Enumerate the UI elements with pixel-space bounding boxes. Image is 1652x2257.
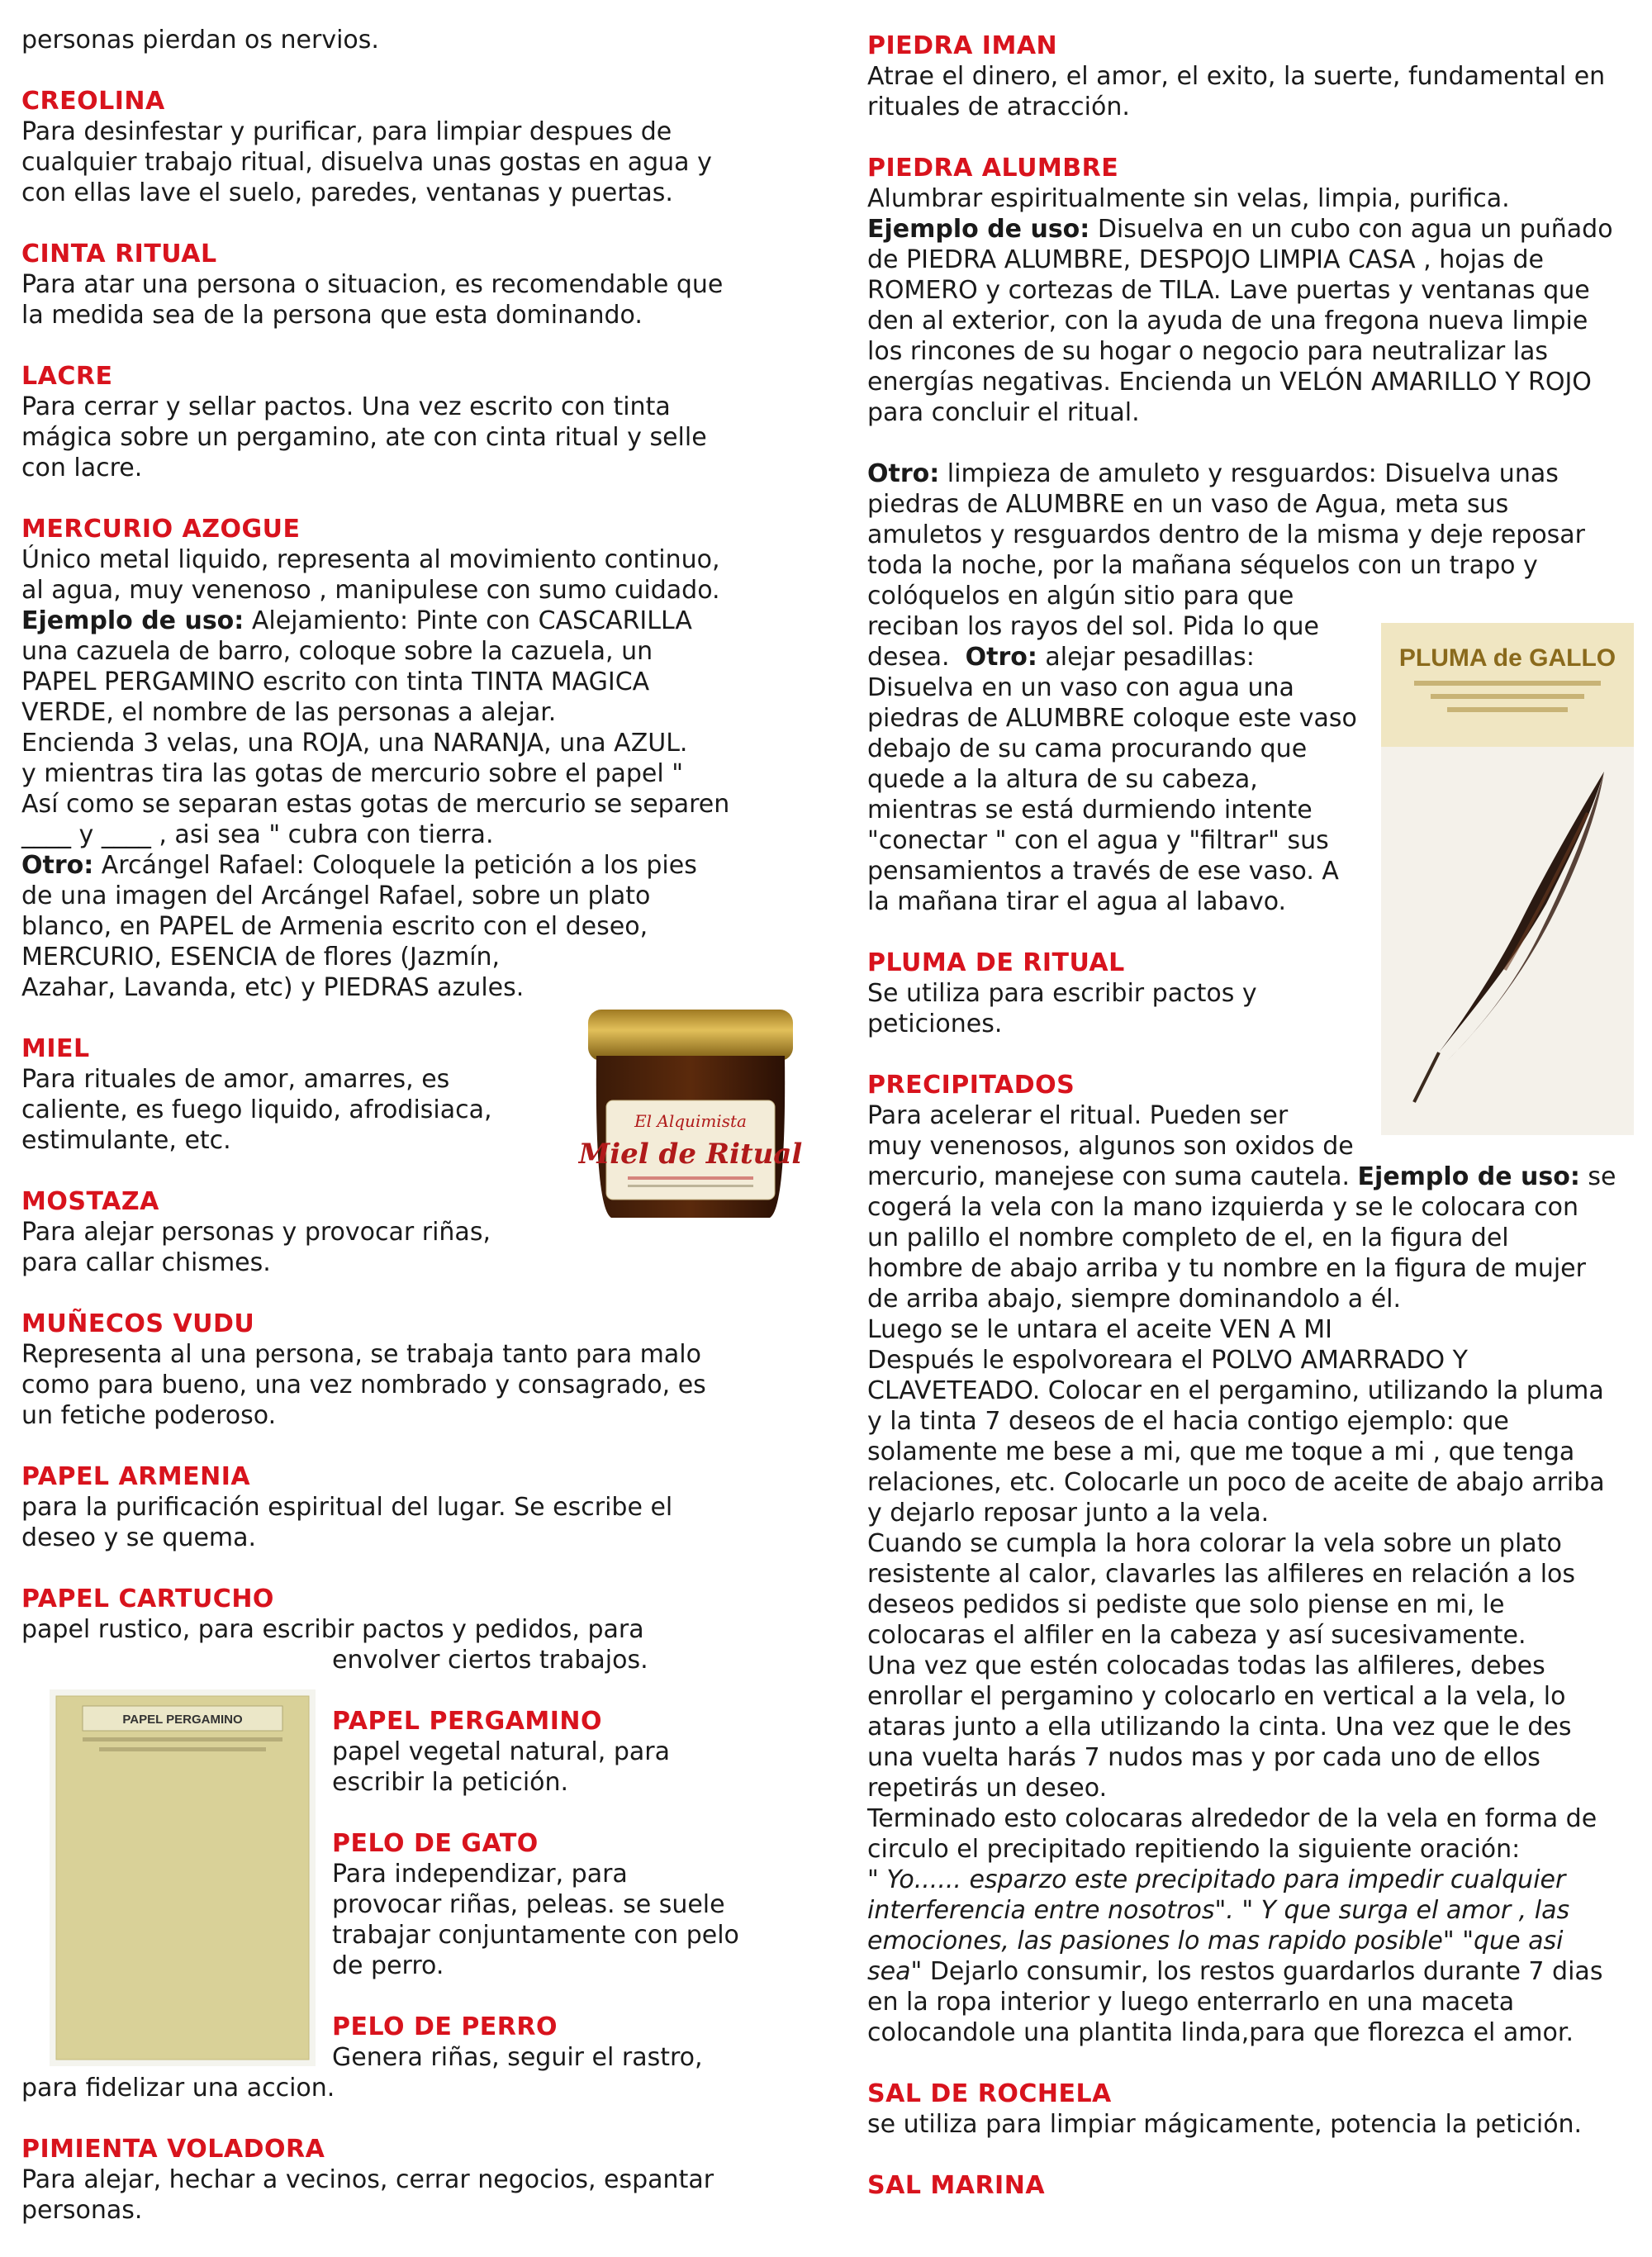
pergamino-line: escribir la petición.	[332, 1768, 569, 1797]
pluma-line: peticiones.	[867, 1010, 1003, 1038]
precipitados-line: cogerá la vela con la mano izquierda y se le colocara con	[867, 1193, 1578, 1222]
example-label: Ejemplo de uso:	[1357, 1162, 1580, 1191]
miel-title: MIEL	[21, 1034, 90, 1063]
pimienta-title: PIMIENTA VOLADORA	[21, 2135, 325, 2164]
mercurio-other-line	[21, 850, 765, 881]
desea-text: desea.	[867, 643, 950, 672]
cartucho-line: papel rustico, para escribir pactos y pedidos, para	[21, 1615, 644, 1644]
alumbre-line: Alumbrar espiritualmente sin velas, limpia, purifica.	[867, 184, 1510, 213]
precipitados-line: y la tinta 7 deseos de el hacia contigo ejemplo: que	[867, 1407, 1509, 1436]
gato-line: de perro.	[332, 1951, 444, 1980]
alumbre-line: los rincones de su hogar o negocio para neutralizar las	[867, 337, 1549, 366]
pluma-title: PLUMA DE RITUAL	[867, 948, 1125, 977]
pimienta-line: Para alejar, hechar a vecinos, cerrar negocios, espantar	[21, 2165, 714, 2194]
lacre-line: Para cerrar y sellar pactos. Una vez escrito con tinta	[21, 392, 671, 421]
mercurio-line: Así como se separan estas gotas de mercurio se separen	[21, 790, 730, 819]
miel-line: Para rituales de amor, amarres, es	[21, 1065, 450, 1094]
cinta-line: Para atar una persona o situacion, es recomendable que	[21, 270, 724, 299]
lacre-title: LACRE	[21, 362, 113, 391]
alumbre-line: energías negativas. Encienda un VELÓN AMARILLO Y ROJO	[867, 368, 1592, 397]
mercurio-line: ____ y ____ , asi sea " cubra con tierra.	[21, 820, 494, 849]
other-label: Otro:	[21, 851, 94, 880]
mercurio-line: al agua, muy venenoso , manipulese con sumo cuidado.	[21, 576, 720, 605]
munecos-line: como para bueno, una vez nombrado y consagrado, es	[21, 1371, 706, 1399]
precipitados-line: de arriba abajo, siempre dominandolo a él.	[867, 1285, 1402, 1314]
precipitados-text: Dejarlo consumir, los restos guardarlos durante 7 dias	[922, 1957, 1603, 1986]
munecos-line: Representa al una persona, se trabaja tanto para malo	[21, 1340, 701, 1369]
alumbre-line: toda la noche, por la mañana séquelos con un trapo y	[867, 551, 1538, 580]
perro-title: PELO DE PERRO	[332, 2012, 558, 2041]
precipitados-line: solamente me bese a mi, que me toque a mi , que tenga	[867, 1437, 1575, 1466]
miel-line: caliente, es fuego liquido, afrodisiaca,	[21, 1095, 492, 1124]
alumbre-line: colóquelos en algún sitio para que	[867, 582, 1294, 611]
armenia-title: PAPEL ARMENIA	[21, 1462, 251, 1491]
rochela-line: se utiliza para limpiar mágicamente, potencia la petición.	[867, 2110, 1583, 2139]
lacre-line: mágica sobre un pergamino, ate con cinta ritual y selle	[21, 423, 707, 452]
precipitados-line: Después le espolvoreara el POLVO AMARRADO Y	[867, 1346, 1468, 1375]
armenia-line: para la purificación espiritual del lugar. Se escribe el	[21, 1493, 673, 1522]
alumbre-line: piedras de ALUMBRE en un vaso de Agua, meta sus	[867, 490, 1509, 519]
precipitados-line: colocaras el alfiler en la cabeza y así sucesivamente.	[867, 1621, 1526, 1650]
example-text: Alejamiento: Pinte con CASCARILLA	[244, 606, 692, 635]
prayer-line: " Yo...... esparzo este precipitado para impedir cualquier	[867, 1865, 1566, 1894]
creolina-title: CREOLINA	[21, 87, 165, 116]
gato-line: Para independizar, para	[332, 1860, 628, 1889]
pergamino-line: papel vegetal natural, para	[332, 1737, 670, 1766]
precipitados-line: muy venenosos, algunos son oxidos de	[867, 1132, 1354, 1161]
pergamino-title: PAPEL PERGAMINO	[332, 1707, 603, 1736]
lacre-line: con lacre.	[21, 454, 143, 482]
cinta-line: la medida sea de la persona que esta dominando.	[21, 301, 643, 330]
rochela-title: SAL DE ROCHELA	[867, 2079, 1112, 2108]
example-label: Ejemplo de uso:	[21, 606, 244, 635]
intro-text: personas pierdan os nervios.	[21, 26, 379, 55]
precipitados-line: colocandole una plantita linda,para que florezca el amor.	[867, 2018, 1574, 2047]
other-label: Otro:	[965, 643, 1037, 672]
mercurio-line: y mientras tira las gotas de mercurio sobre el papel "	[21, 759, 683, 788]
alumbre-example-line	[867, 214, 1629, 245]
alumbre-other-line	[867, 459, 1629, 489]
precipitados-line: y dejarlo reposar junto a la vela.	[867, 1499, 1270, 1528]
alumbre-line: piedras de ALUMBRE coloque este vaso	[867, 704, 1357, 733]
mercurio-line: Único metal liquido, representa al movimiento continuo,	[21, 545, 720, 574]
alumbre-line: debajo de su cama procurando que	[867, 734, 1308, 763]
precipitados-example-line	[867, 1162, 1629, 1192]
jar-brand: El Alquimista	[634, 1111, 747, 1131]
iman-line: rituales de atracción.	[867, 93, 1130, 121]
cartucho-line: envolver ciertos trabajos.	[332, 1646, 648, 1675]
parchment-image	[50, 1689, 316, 2066]
perro-line: para fidelizar una accion.	[21, 2074, 335, 2103]
precipitados-line: Una vez que estén colocadas todas las alfileres, debes	[867, 1651, 1545, 1680]
precipitados-line: Para acelerar el ritual. Pueden ser	[867, 1101, 1289, 1130]
alumbre-line: pensamientos a través de ese vaso. A	[867, 857, 1339, 886]
alumbre-line: quede a la altura de su cabeza,	[867, 765, 1258, 794]
precipitados-line: CLAVETEADO. Colocar en el pergamino, utilizando la pluma	[867, 1376, 1604, 1405]
precipitados-line: ataras junto a ella utilizando la cinta. Una vez que le des	[867, 1713, 1572, 1741]
alumbre-line: ROMERO y cortezas de TILA. Lave puertas y ventanas que	[867, 276, 1590, 305]
precipitados-line: Cuando se cumpla la hora colorar la vela sobre un plato	[867, 1529, 1562, 1558]
mostaza-line: para callar chismes.	[21, 1248, 271, 1277]
precipitados-title: PRECIPITADOS	[867, 1071, 1075, 1100]
feather-image	[1381, 623, 1634, 1135]
sheet-label: PAPEL PERGAMINO	[122, 1713, 243, 1727]
prayer-end: sea"	[867, 1957, 923, 1986]
creolina-line: cualquier trabajo ritual, disuelva unas gostas en agua y	[21, 148, 712, 177]
example-text: Disuelva en un cubo con agua un puñado	[1089, 215, 1613, 244]
perro-line: Genera riñas, seguir el rastro,	[332, 2043, 703, 2072]
iman-line: Atrae el dinero, el amor, el exito, la suerte, fundamental en	[867, 62, 1606, 91]
alumbre-line: mientras se está durmiendo intente	[867, 796, 1313, 824]
precipitados-line: Luego se le untara el aceite VEN A MI	[867, 1315, 1332, 1344]
precipitados-line: Terminado esto colocaras alrededor de la vela en forma de	[867, 1804, 1597, 1833]
sal-marina-title: SAL MARINA	[867, 2171, 1046, 2200]
mercurio-line: Azahar, Lavanda, etc) y PIEDRAS azules.	[21, 973, 525, 1002]
precipitados-line: hombre de abajo arriba y tu nombre en la figura de mujer	[867, 1254, 1586, 1283]
armenia-line: deseo y se quema.	[21, 1523, 257, 1552]
prayer-line: emociones, las pasiones lo mas rapido posible" "que asi	[867, 1927, 1564, 1955]
precipitados-line: una vuelta harás 7 nudos mas y por cada uno de ellos	[867, 1743, 1540, 1772]
alumbre-line: de PIEDRA ALUMBRE, DESPOJO LIMPIA CASA , hojas de	[867, 245, 1544, 274]
munecos-title: MUÑECOS VUDU	[21, 1309, 255, 1338]
mercurio-line: VERDE, el nombre de las personas a alejar.	[21, 698, 557, 727]
other-text: limpieza de amuleto y resguardos: Disuelva unas	[939, 459, 1559, 488]
mercurio-line: una cazuela de barro, coloque sobre la cazuela, un	[21, 637, 653, 666]
precipitados-line: enrollar el pergamino y colocarlo en vertical a la vela, lo	[867, 1682, 1566, 1711]
prayer-line: interferencia entre nosotros". " Y que surga el amor , las	[867, 1896, 1570, 1925]
feather-label: PLUMA de GALLO	[1398, 644, 1616, 672]
other-text: Arcángel Rafael: Coloquele la petición a los pies	[93, 851, 697, 880]
other-label: Otro:	[867, 459, 940, 488]
alumbre-line: "conectar " con el agua y "filtrar" sus	[867, 826, 1329, 855]
pimienta-line: personas.	[21, 2196, 143, 2225]
precipitados-line: repetirás un deseo.	[867, 1774, 1108, 1803]
precipitados-line: relaciones, etc. Colocarle un poco de aceite de abajo arriba	[867, 1468, 1605, 1497]
mercurio-line: Encienda 3 velas, una ROJA, una NARANJA, una AZUL.	[21, 729, 688, 758]
alumbre-line: la mañana tirar el agua al labavo.	[867, 887, 1287, 916]
mercurio-line: MERCURIO, ESENCIA de flores (Jazmín,	[21, 943, 501, 972]
prayer-line	[867, 1956, 1629, 1987]
alumbre-line: reciban los rayos del sol. Pida lo que	[867, 612, 1320, 641]
example-label: Ejemplo de uso:	[867, 215, 1090, 244]
gato-line: trabajar conjuntamente con pelo	[332, 1921, 739, 1950]
mercurio-line: de una imagen del Arcángel Rafael, sobre un plato	[21, 881, 651, 910]
mercurio-example-line	[21, 606, 765, 636]
pluma-line: Se utiliza para escribir pactos y	[867, 979, 1257, 1008]
alumbre-line: amuletos y resguardos dentro de la misma y deje reposar	[867, 520, 1586, 549]
miel-line: estimulante, etc.	[21, 1126, 231, 1155]
creolina-line: Para desinfestar y purificar, para limpiar despues de	[21, 117, 672, 146]
honey-jar-image	[578, 1001, 803, 1224]
mostaza-line: Para alejar personas y provocar riñas,	[21, 1218, 491, 1247]
mercurio-line: blanco, en PAPEL de Armenia escrito con el deseo,	[21, 912, 648, 941]
example-text: se	[1579, 1162, 1616, 1191]
munecos-line: un fetiche poderoso.	[21, 1401, 277, 1430]
mostaza-title: MOSTAZA	[21, 1187, 159, 1216]
precipitados-line: circulo el precipitado repitiendo la siguiente oración:	[867, 1835, 1521, 1864]
alumbre-line: Disuelva en un vaso con agua una	[867, 673, 1294, 702]
gato-line: provocar riñas, peleas. se suele	[332, 1890, 725, 1919]
precipitados-line: en la ropa interior y luego enterrarlo en una maceta	[867, 1988, 1515, 2017]
gato-title: PELO DE GATO	[332, 1829, 539, 1858]
precipitados-text: mercurio, manejese con suma cautela.	[867, 1162, 1358, 1191]
alumbre-title: PIEDRA ALUMBRE	[867, 154, 1119, 183]
precipitados-line: deseos pedidos si pediste que solo piense en mi, le	[867, 1590, 1505, 1619]
mercurio-line: PAPEL PERGAMINO escrito con tinta TINTA MAGICA	[21, 668, 650, 696]
creolina-line: con ellas lave el suelo, paredes, ventanas y puertas.	[21, 178, 673, 207]
precipitados-line: resistente al calor, clavarles las alfileres en relación a los	[867, 1560, 1576, 1589]
iman-title: PIEDRA IMAN	[867, 31, 1058, 60]
jar-label: Miel de Ritual	[578, 1138, 803, 1171]
alumbre-line: den al exterior, con la ayuda de una fregona nueva limpie	[867, 306, 1588, 335]
mercurio-title: MERCURIO AZOGUE	[21, 515, 301, 544]
precipitados-line: un palillo el nombre completo de el, en la figura del	[867, 1224, 1509, 1252]
cinta-title: CINTA RITUAL	[21, 240, 217, 268]
alumbre-line: para concluir el ritual.	[867, 398, 1140, 427]
cartucho-title: PAPEL CARTUCHO	[21, 1585, 274, 1613]
other-text: alejar pesadillas:	[1037, 643, 1255, 672]
